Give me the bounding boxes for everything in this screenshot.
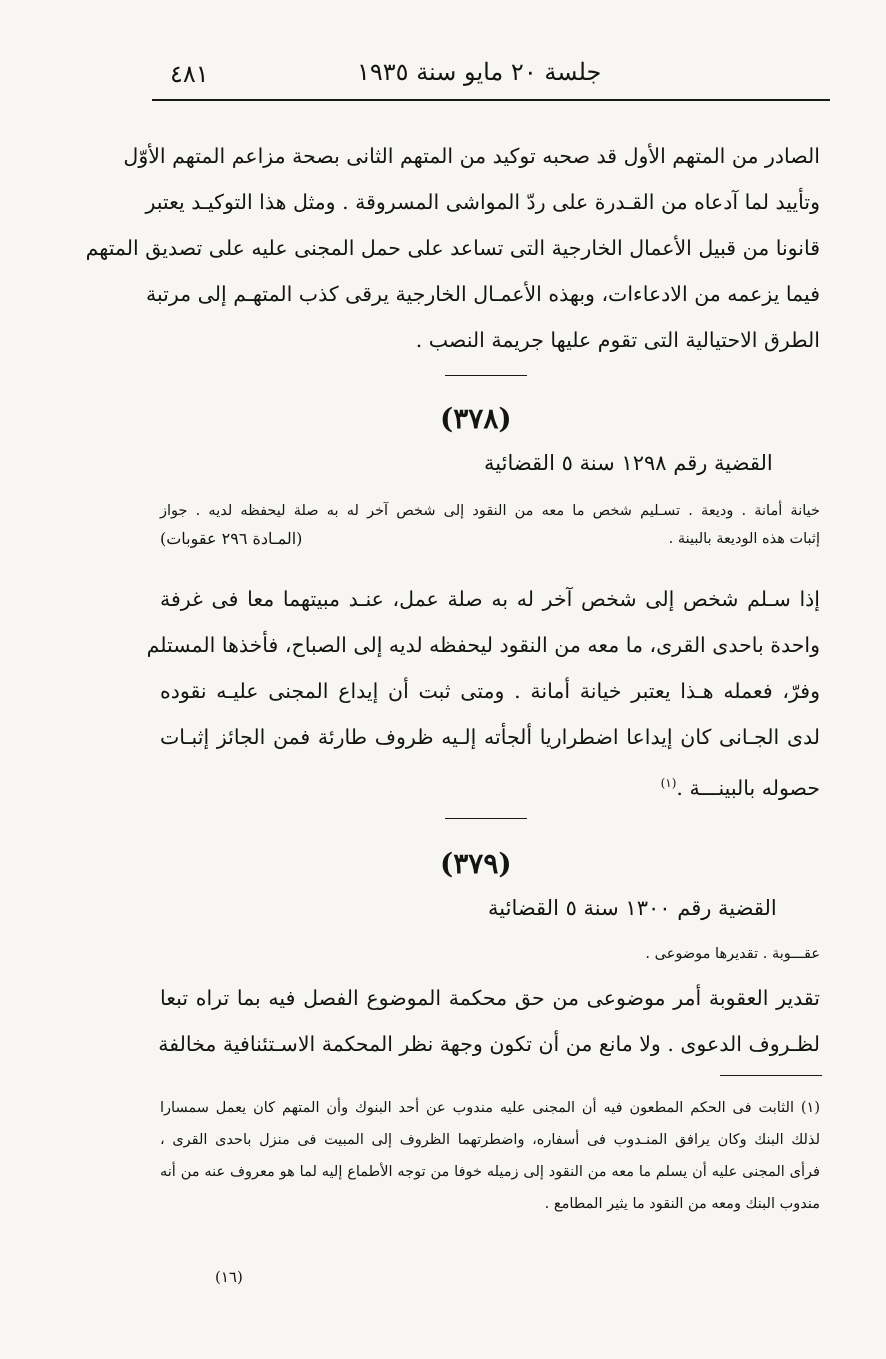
case-title-379: القضية رقم ١٣٠٠ سنة ٥ القضائية xyxy=(488,896,777,920)
ruling-378-text xyxy=(146,576,820,811)
ruling-number-379: (٣٧٩) xyxy=(440,847,512,880)
keywords-line: إثبات هذه الوديعة بالبينة . xyxy=(668,531,820,547)
intro-line: الصادر من المتهم الأول قد صحبه توكيد من المتهم الثانى بصحة مزاعم المتهم الأوّل xyxy=(123,144,820,168)
footnote-marker: (١) xyxy=(660,776,677,790)
intro-line: فيما يزعمه من الادعاءات، وبهذه الأعمـال الخارجية يرقى كذب المتهـم إلى مرتبة xyxy=(145,282,820,306)
intro-line: الطرق الاحتيالية التى تقوم عليها جريمة النصب . xyxy=(415,328,820,352)
footnote-rule xyxy=(720,1075,822,1076)
running-title: جلسة ٢٠ مايو سنة ١٩٣٥ xyxy=(357,58,602,86)
footnote-line: (١) الثابت فى الحكم المطعون فيه أن المجنى عليه مندوب عن أحد البنوك وأن المتهم كان يعمل سمسارا xyxy=(160,1100,820,1116)
keywords-379: عقـــوبة . تقديرها موضوعى . xyxy=(645,946,820,962)
footnote-line: لذلك البنك وكان يرافق المنـدوب فى أسفاره، واضطرتهما الظروف إلى المبيت فى منزل باحدى القرى ، xyxy=(160,1132,820,1148)
header-rule xyxy=(152,99,830,101)
section-divider xyxy=(445,375,527,376)
footnote xyxy=(160,1092,820,1220)
keywords-line: خيانة أمانة . وديعة . تسـليم شخص ما معه من النقود إلى شخص آخر له به صلة ليحفظه لديه . جواز xyxy=(160,503,820,519)
printer-signature: (١٦) xyxy=(215,1268,243,1286)
page-number: ٤٨١ xyxy=(170,60,209,88)
keywords-row xyxy=(160,525,820,553)
page-header xyxy=(152,52,830,96)
intro-line: قانونا من قبيل الأعمال الخارجية التى تساعد على حمل المجنى عليه على تصديق المتهم xyxy=(85,236,820,260)
case-title-378: القضية رقم ١٢٩٨ سنة ٥ القضائية xyxy=(484,451,773,475)
intro-paragraph xyxy=(85,133,820,363)
ruling-line: لظـروف الدعوى . ولا مانع من أن تكون وجهة نظر المحكمة الاسـتئنافية مخالفة xyxy=(158,1032,820,1056)
ruling-number-378: (٣٧٨) xyxy=(440,402,512,435)
section-divider xyxy=(445,818,527,819)
footnote-line: فرأى المجنى عليه أن يسلم ما معه من النقود إلى زميله خوفا من توجه الأطماع إليه لما هو معروف عنه من أنه xyxy=(160,1164,820,1180)
ruling-line: وفرّ، فعمله هـذا يعتبر خيانة أمانة . ومتى ثبت أن إيداع المجنى عليـه نقوده xyxy=(160,679,820,703)
footnote-line: مندوب البنك ومعه من النقود ما يثير المطامع . xyxy=(544,1196,820,1212)
ruling-line: إذا سـلم شخص إلى شخص آخر له به صلة عمل، عنـد مبيتهما معا فى غرفة xyxy=(160,587,820,611)
ruling-line-text: حصوله بالبينـــة . xyxy=(676,775,820,800)
ruling-line: واحدة باحدى القرى، ما معه من النقود ليحفظه لديه إلى الصباح، فأخذها المستلم xyxy=(146,633,820,657)
ruling-379-text xyxy=(160,975,820,1067)
keywords-378 xyxy=(160,497,820,553)
intro-line: وتأييد لما آدعاه من القـدرة على ردّ المواشى المسروقة . ومثل هذا التوكيـد يعتبر xyxy=(145,190,820,214)
ruling-line xyxy=(160,760,820,811)
article-reference: (المـادة ٢٩٦ عقوبات) xyxy=(160,529,303,548)
ruling-line: لدى الجـانى كان إيداعا اضطراريا ألجأته إلـيه ظروف طارئة فمن الجائز إثبـات xyxy=(160,725,820,749)
ruling-line: تقدير العقوبة أمر موضوعى من حق محكمة الموضوع الفصل فيه بما تراه تبعا xyxy=(160,986,820,1010)
